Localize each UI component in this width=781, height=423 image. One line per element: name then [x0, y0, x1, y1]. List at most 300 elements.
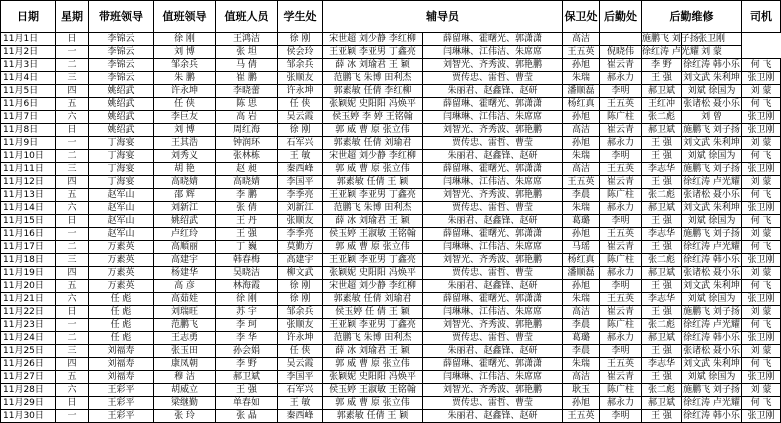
cell-date: 11月12日	[1, 176, 56, 189]
cell-maintenance-a: 徐红涛 卢光耀	[642, 47, 699, 57]
cell-counselors-a: 宋世超 刘少静 李红柳	[323, 33, 423, 46]
cell-maintenance-b: 张诸松 聂小乐	[683, 99, 740, 109]
cell-duty-leader: 邹余兵	[154, 59, 216, 72]
cell-logistics: 王五英	[600, 163, 642, 176]
cell-duty-staff: 林海霞	[216, 280, 278, 293]
cell-weekday: 四	[56, 358, 89, 371]
cell-maintenance-a: 王 强	[642, 137, 682, 150]
cell-weekday: 日	[56, 306, 89, 319]
cell-driver: 张卫刚	[742, 410, 781, 423]
cell-duty-leader: 许永坤	[154, 85, 216, 98]
cell-counselors-b: 朱丽君、赵鑫锋、赵研	[423, 345, 563, 358]
cell-counselors-b: 闫琳琳、江伟洁、朱席席	[423, 111, 563, 124]
cell-date: 11月17日	[1, 241, 56, 254]
cell-date: 11月21日	[1, 293, 56, 306]
cell-duty-staff: 苏 宇	[216, 306, 278, 319]
cell-logistics: 倪晓伟	[600, 46, 642, 59]
cell-counselors-a: 郭 威 曹 原 张立伟	[323, 397, 423, 410]
table-row	[1, 202, 781, 215]
cell-counselors-b: 薛留琳、霍曙光、郭潇潇	[423, 33, 563, 46]
cell-maintenance-a: 郝卫斌	[642, 202, 682, 215]
cell-counselors-a: 王亚颖 李亚男 丁鑫亮	[323, 254, 423, 267]
cell-maintenance-a: 施鹏飞 刘子扬	[642, 34, 699, 44]
cell-duty-staff: 李晓蕾	[216, 85, 278, 98]
cell-maintenance-b: 刘斌 徐国为	[682, 293, 742, 306]
cell-duty-staff: 单春如	[216, 397, 278, 410]
cell-duty-staff: 陈 思	[216, 98, 278, 111]
cell-security: 王五英	[563, 176, 600, 189]
cell-counselors-a: 范鹏飞 朱博 田利杰	[323, 202, 423, 215]
cell-logistics: 王五英	[600, 228, 642, 241]
cell-student-office: 许永坤	[278, 85, 323, 98]
cell-maintenance-b: 施鹏飞 刘子扬	[683, 307, 740, 317]
cell-maintenance-a: 王 强	[642, 215, 682, 228]
cell-logistics: 崔云青	[600, 124, 642, 137]
cell-counselors-a: 宋世超 刘少静 李红柳	[323, 280, 423, 293]
cell-security: 孙旭	[563, 111, 600, 124]
cell-duty-staff: 李 野	[216, 358, 278, 371]
cell-weekday: 三	[56, 254, 89, 267]
cell-shift-leader: 姚绍武	[89, 98, 154, 111]
cell-maintenance-a: 王 强	[642, 241, 682, 254]
cell-driver: 何 飞	[742, 215, 781, 228]
cell-date: 11月1日	[1, 33, 56, 46]
cell-student-office: 任 侠	[278, 345, 323, 358]
cell-security: 王五英	[563, 46, 600, 59]
cell-counselors-b: 刘智光、齐秀波、郭艳鹏	[423, 59, 563, 72]
cell-student-office: 石军兴	[278, 384, 323, 397]
cell-counselors-b: 薛留琳、霍曙光、郭潇潇	[423, 98, 563, 111]
cell-security: 李晨	[563, 189, 600, 202]
cell-driver: 刘 蒙	[742, 306, 781, 319]
cell-counselors-a: 王亚颖 李亚男 丁鑫亮	[323, 189, 423, 202]
cell-date: 11月6日	[1, 98, 56, 111]
header-weekday: 星期	[56, 1, 89, 33]
cell-counselors-a: 张颖妮 史阳阳 冯焕平	[323, 98, 423, 111]
cell-duty-leader: 刘瑞旺	[154, 306, 216, 319]
cell-duty-leader: 胡 艳	[154, 163, 216, 176]
table-row	[1, 410, 781, 423]
cell-logistics: 郝永力	[600, 72, 642, 85]
cell-counselors-a: 郭素敏 任倩 刘瑜君	[323, 293, 423, 306]
table-row	[1, 46, 781, 59]
cell-duty-staff: 张 坦	[216, 46, 278, 59]
cell-shift-leader: 赵军山	[89, 228, 154, 241]
cell-maintenance-b: 刘文武 朱利坤	[683, 138, 740, 148]
cell-counselors-a: 薛 冰 刘瑜君 王 颖	[323, 215, 423, 228]
cell-maintenance-b: 刘斌 徐国为	[682, 371, 742, 384]
cell-counselors-b: 朱丽君、赵鑫锋、赵研	[423, 280, 563, 293]
table-row	[1, 215, 781, 228]
table-row	[1, 150, 781, 163]
cell-counselors-a: 王亚颖 李亚男 丁鑫亮	[323, 46, 423, 59]
cell-shift-leader: 万素英	[89, 267, 154, 280]
header-row	[1, 1, 781, 33]
cell-logistics: 陈广柱	[600, 111, 642, 124]
cell-maintenance-a: 王红冲	[642, 98, 682, 111]
cell-maintenance-a: 郝卫斌	[642, 124, 682, 137]
cell-counselors-a: 宋世超 刘少静 李红柳	[323, 150, 423, 163]
cell-student-office: 侯会玲	[278, 46, 323, 59]
cell-counselors-b: 闫琳琳、江伟洁、朱席席	[423, 241, 563, 254]
cell-duty-leader: 刘新江	[154, 202, 216, 215]
table-row	[1, 189, 781, 202]
cell-weekday: 三	[56, 163, 89, 176]
cell-shift-leader: 李锦云	[89, 46, 154, 59]
cell-maintenance-b: 刘 曾	[682, 111, 742, 124]
cell-duty-leader: 杨建华	[154, 267, 216, 280]
cell-counselors-b: 刘智光、齐秀波、郭艳鹏	[423, 254, 563, 267]
cell-maintenance-b: 施鹏飞 刘子扬	[683, 125, 740, 135]
cell-duty-leader: 高晓婧	[154, 176, 216, 189]
cell-driver: 张卫刚	[742, 124, 781, 137]
cell-student-office: 张顺友	[278, 319, 323, 332]
cell-driver: 张卫刚	[742, 332, 781, 345]
cell-weekday: 六	[56, 202, 89, 215]
cell-security: 孙旭	[563, 137, 600, 150]
cell-counselors-b: 贾传忠、雷哲、曹莹	[423, 397, 563, 410]
cell-maintenance-b: 刘斌 徐国为	[682, 150, 742, 163]
cell-security: 王五英	[563, 410, 600, 423]
cell-driver: 刘 蒙	[742, 85, 781, 98]
cell-shift-leader: 王彩平	[89, 384, 154, 397]
cell-driver: 何 飞	[742, 59, 781, 72]
cell-counselors-b: 闫琳琳、江伟洁、朱席席	[423, 306, 563, 319]
cell-shift-leader: 刘福寿	[89, 345, 154, 358]
table-row	[1, 124, 781, 137]
cell-duty-leader: 高建宇	[154, 254, 216, 267]
cell-counselors-a: 侯玉婷 李 婷 王铭翰	[323, 111, 423, 124]
cell-maintenance-b: 刘斌 徐国为	[682, 215, 742, 228]
cell-student-office: 张顺友	[278, 72, 323, 85]
header-counselor: 辅导员	[323, 1, 563, 33]
cell-student-office: 徐 刚	[278, 293, 323, 306]
cell-date: 11月28日	[1, 384, 56, 397]
cell-driver: 何 飞	[742, 397, 781, 410]
cell-maintenance-b: 徐红涛 韩小乐	[683, 255, 740, 265]
cell-weekday: 四	[56, 267, 89, 280]
cell-maintenance-a: 张二彪	[642, 384, 682, 397]
cell-weekday: 日	[56, 215, 89, 228]
cell-logistics: 李明	[600, 150, 642, 163]
cell-shift-leader: 丁海宴	[89, 176, 154, 189]
cell-shift-leader: 丁海宴	[89, 150, 154, 163]
cell-security: 潘顺磊	[563, 267, 600, 280]
cell-weekday: 二	[56, 241, 89, 254]
cell-maintenance-b: 徐红涛 韩小乐	[683, 333, 740, 343]
cell-duty-staff: 崔 鹏	[216, 72, 278, 85]
table-row	[1, 85, 781, 98]
cell-maintenance-b: 刘文武 朱利坤	[683, 281, 740, 291]
cell-counselors-b: 刘智光、齐秀波、郭艳鹏	[423, 319, 563, 332]
cell-student-office: 张顺友	[278, 215, 323, 228]
cell-shift-leader: 任 彪	[89, 319, 154, 332]
cell-driver: 张卫刚	[742, 293, 781, 306]
cell-maintenance-b: 徐红涛 卢光耀	[683, 398, 740, 408]
cell-weekday: 四	[56, 176, 89, 189]
cell-counselors-b: 闫琳琳、江伟洁、朱席席	[423, 176, 563, 189]
cell-date: 11月22日	[1, 306, 56, 319]
cell-duty-leader: 刘 博	[154, 46, 216, 59]
cell-counselors-b: 薛留琳、霍曙光、郭潇潇	[423, 293, 563, 306]
header-driver: 司机	[742, 1, 781, 33]
cell-driver: 何 飞	[742, 280, 781, 293]
cell-shift-leader: 李锦云	[89, 72, 154, 85]
cell-duty-staff: 韩春梅	[216, 254, 278, 267]
cell-duty-staff: 赵 昶	[216, 163, 278, 176]
cell-security: 高洁	[563, 124, 600, 137]
cell-maintenance-b: 张诸松 聂小乐	[683, 346, 740, 356]
cell-counselors-a: 张颖妮 史阳阳 冯焕平	[323, 371, 423, 384]
cell-security: 李晨	[563, 345, 600, 358]
cell-duty-leader: 康凤朝	[154, 358, 216, 371]
cell-student-office: 吴云霞	[278, 111, 323, 124]
cell-duty-staff: 王 强	[216, 384, 278, 397]
cell-duty-staff: 高晓婧	[216, 176, 278, 189]
cell-counselors-a: 郭 威 曹 原 张立伟	[323, 358, 423, 371]
cell-duty-staff: 马 倩	[216, 59, 278, 72]
cell-logistics: 李明	[600, 345, 642, 358]
cell-student-office: 柳文武	[278, 267, 323, 280]
cell-counselors-b: 贾传忠、雷哲、曹莹	[423, 202, 563, 215]
cell-security: 朱瑞	[563, 293, 600, 306]
cell-date: 11月2日	[1, 46, 56, 59]
cell-maintenance-a: 王 强	[642, 345, 682, 358]
cell-counselors-b: 刘智光、齐秀波、郭艳鹏	[423, 384, 563, 397]
cell-counselors-b: 闫琳琳、江伟洁、朱席席	[423, 371, 563, 384]
cell-duty-leader: 王其浩	[154, 137, 216, 150]
cell-duty-staff: 钟润环	[216, 137, 278, 150]
header-maintenance: 后勤维修	[642, 1, 742, 33]
cell-maintenance-a: 张二彪	[642, 189, 682, 202]
cell-security: 朱瑞	[563, 72, 600, 85]
cell-maintenance-b: 徐红涛 卢光耀	[683, 177, 740, 187]
cell-weekday: 三	[56, 72, 89, 85]
cell-date: 11月29日	[1, 397, 56, 410]
cell-maintenance-a: 李志华	[642, 228, 682, 241]
header-security: 保卫处	[563, 1, 600, 33]
cell-date: 11月3日	[1, 59, 56, 72]
cell-logistics: 陈广柱	[600, 319, 642, 332]
cell-counselors-a: 王亚颖 李亚男 丁鑫亮	[323, 319, 423, 332]
cell-duty-leader: 李巨友	[154, 111, 216, 124]
cell-logistics: 崔云青	[600, 176, 642, 189]
cell-duty-leader: 穆 洁	[154, 371, 216, 384]
cell-shift-leader: 赵军山	[89, 189, 154, 202]
header-student-office: 学生处	[278, 1, 323, 33]
cell-weekday: 三	[56, 345, 89, 358]
cell-date: 11月15日	[1, 215, 56, 228]
cell-student-office: 任 侠	[278, 98, 323, 111]
table-row	[1, 111, 781, 124]
cell-logistics: 陈广柱	[600, 254, 642, 267]
cell-driver: 张卫刚	[742, 371, 781, 384]
table-row	[1, 306, 781, 319]
cell-counselors-b: 朱丽君、赵鑫锋、赵研	[423, 410, 563, 423]
cell-logistics: 崔云青	[600, 306, 642, 319]
cell-maintenance-a: 王 强	[642, 280, 682, 293]
cell-driver: 何 飞	[742, 358, 781, 371]
cell-logistics: 郝永力	[600, 397, 642, 410]
table-row	[1, 280, 781, 293]
cell-duty-staff: 李 华	[216, 332, 278, 345]
cell-weekday: 五	[56, 98, 89, 111]
cell-shift-leader: 任 彪	[89, 332, 154, 345]
cell-maintenance-b: 徐红涛 韩小乐	[683, 411, 740, 421]
cell-security: 孙旭	[563, 397, 600, 410]
table-row	[1, 72, 781, 85]
cell-weekday: 五	[56, 189, 89, 202]
cell-counselors-b: 闫琳琳、江伟洁、朱席席	[423, 46, 563, 59]
cell-maintenance-a: 王 强	[642, 371, 682, 384]
cell-maintenance-b: 施鹏飞 刘子扬	[683, 229, 740, 239]
cell-student-office: 秦西峰	[278, 410, 323, 423]
cell-student-office: 王 敏	[278, 150, 323, 163]
cell-duty-leader: 任 侠	[154, 98, 216, 111]
cell-duty-leader: 高 彦	[154, 280, 216, 293]
cell-weekday: 一	[56, 319, 89, 332]
cell-weekday: 二	[56, 150, 89, 163]
cell-security: 杨红真	[563, 98, 600, 111]
cell-student-office: 王 敏	[278, 397, 323, 410]
cell-student-office: 徐 刚	[278, 33, 323, 46]
cell-date: 11月9日	[1, 137, 56, 150]
cell-weekday: 二	[56, 332, 89, 345]
cell-student-office: 秦西峰	[278, 163, 323, 176]
cell-driver: 刘 蒙	[742, 384, 781, 397]
table-row	[1, 384, 781, 397]
cell-duty-staff: 郝卫斌	[216, 371, 278, 384]
cell-driver: 刘 蒙	[742, 228, 781, 241]
cell-duty-leader: 王志勇	[154, 332, 216, 345]
cell-security: 杨红真	[563, 254, 600, 267]
cell-weekday: 五	[56, 371, 89, 384]
table-row	[1, 59, 781, 72]
header-shift-leader: 带班领导	[89, 1, 154, 33]
header-date: 日期	[1, 1, 56, 33]
cell-date: 11月4日	[1, 72, 56, 85]
cell-weekday: 日	[56, 124, 89, 137]
cell-shift-leader: 赵军山	[89, 202, 154, 215]
cell-duty-staff: 高 岩	[216, 111, 278, 124]
cell-driver: 何 飞	[742, 319, 781, 332]
cell-logistics: 郝永力	[600, 267, 642, 280]
cell-duty-staff: 周红海	[216, 124, 278, 137]
cell-student-office: 邹余兵	[278, 59, 323, 72]
cell-weekday: 一	[56, 137, 89, 150]
cell-date: 11月16日	[1, 228, 56, 241]
cell-weekday: 日	[56, 397, 89, 410]
cell-duty-leader: 胡威立	[154, 384, 216, 397]
cell-shift-leader: 刘福寿	[89, 371, 154, 384]
cell-shift-leader: 万素英	[89, 254, 154, 267]
cell-date: 11月11日	[1, 163, 56, 176]
cell-logistics: 郝永力	[600, 202, 642, 215]
cell-maintenance-b: 刘文武 朱利坤	[683, 73, 740, 83]
cell-counselors-a: 郭 威 曹 原 张立伟	[323, 163, 423, 176]
table-row	[1, 293, 781, 306]
cell-counselors-a: 郭素敏 任倩 李红柳	[323, 85, 423, 98]
cell-counselors-b: 薛留琳、霍曙光、郭潇潇	[423, 228, 563, 241]
cell-shift-leader: 刘福寿	[89, 358, 154, 371]
cell-counselors-b: 刘智光、齐秀波、郭艳鹏	[423, 189, 563, 202]
cell-duty-staff: 孙会娟	[216, 345, 278, 358]
cell-duty-staff: 张林栋	[216, 150, 278, 163]
cell-student-office: 许永坤	[278, 332, 323, 345]
cell-driver: 张卫刚	[742, 163, 781, 176]
cell-counselors-a: 薛 冰 刘瑜君 王 颖	[323, 345, 423, 358]
cell-maintenance-a: 张二彪	[642, 319, 682, 332]
cell-student-office: 李国平	[278, 371, 323, 384]
cell-logistics: 李明	[600, 280, 642, 293]
cell-weekday: 一	[56, 46, 89, 59]
cell-driver: 何 飞	[742, 189, 781, 202]
cell-maintenance-a: 张二彪	[642, 254, 682, 267]
cell-shift-leader: 任 彪	[89, 293, 154, 306]
cell-counselors-b: 朱丽君、赵鑫锋、赵研	[423, 150, 563, 163]
cell-date: 11月18日	[1, 254, 56, 267]
cell-security: 李晨	[563, 319, 600, 332]
cell-duty-leader: 朱 鹏	[154, 72, 216, 85]
cell-weekday: 二	[56, 59, 89, 72]
cell-security: 朱瑞	[563, 358, 600, 371]
cell-weekday: 日	[56, 33, 89, 46]
cell-duty-leader: 范鹏飞	[154, 319, 216, 332]
cell-security: 朱瑞	[563, 202, 600, 215]
cell-duty-leader: 刘秀义	[154, 150, 216, 163]
header-duty-leader: 值班领导	[154, 1, 216, 33]
table-row	[1, 98, 781, 111]
cell-date: 11月20日	[1, 280, 56, 293]
cell-maintenance-a: 李志华	[642, 358, 682, 371]
cell-logistics: 李明	[600, 215, 642, 228]
cell-security: 葛璐	[563, 332, 600, 345]
cell-student-office: 高建宇	[278, 254, 323, 267]
cell-counselors-a: 郭 威 曹 原 张立伟	[323, 124, 423, 137]
cell-security: 高洁	[563, 163, 600, 176]
cell-logistics: 陈广柱	[600, 189, 642, 202]
cell-maintenance-a: 王 强	[642, 176, 682, 189]
header-logistics: 后勤处	[600, 1, 642, 33]
cell-logistics	[600, 33, 642, 46]
cell-date: 11月10日	[1, 150, 56, 163]
cell-shift-leader: 李锦云	[89, 33, 154, 46]
header-duty-staff: 值班人员	[216, 1, 278, 33]
cell-driver: 刘 蒙	[742, 345, 781, 358]
cell-driver: 何 飞	[742, 98, 781, 111]
cell-driver: 刘 蒙	[742, 137, 781, 150]
cell-duty-staff: 王鸿洁	[216, 33, 278, 46]
cell-duty-staff: 徐 刚	[216, 293, 278, 306]
cell-maintenance-a: 郝卫斌	[642, 85, 682, 98]
cell-date: 11月14日	[1, 202, 56, 215]
table-row	[1, 137, 781, 150]
cell-maintenance-a: 王 强	[642, 306, 682, 319]
cell-student-office: 刘新江	[278, 202, 323, 215]
cell-security: 高洁	[563, 306, 600, 319]
cell-security: 高洁	[563, 33, 600, 46]
cell-counselors-a: 侯玉婷 王淑敏 王铭翰	[323, 228, 423, 241]
cell-student-office: 徐 刚	[278, 124, 323, 137]
cell-logistics: 郝永力	[600, 137, 642, 150]
cell-counselors-b: 贾传忠、雷哲、曹莹	[423, 332, 563, 345]
cell-logistics: 王五英	[600, 293, 642, 306]
cell-student-office: 徐 刚	[278, 280, 323, 293]
cell-duty-leader: 卢红玲	[154, 228, 216, 241]
cell-maintenance-b: 徐红涛 卢光耀	[683, 242, 740, 252]
cell-logistics: 陈广柱	[600, 384, 642, 397]
cell-duty-leader: 高茹娃	[154, 293, 216, 306]
